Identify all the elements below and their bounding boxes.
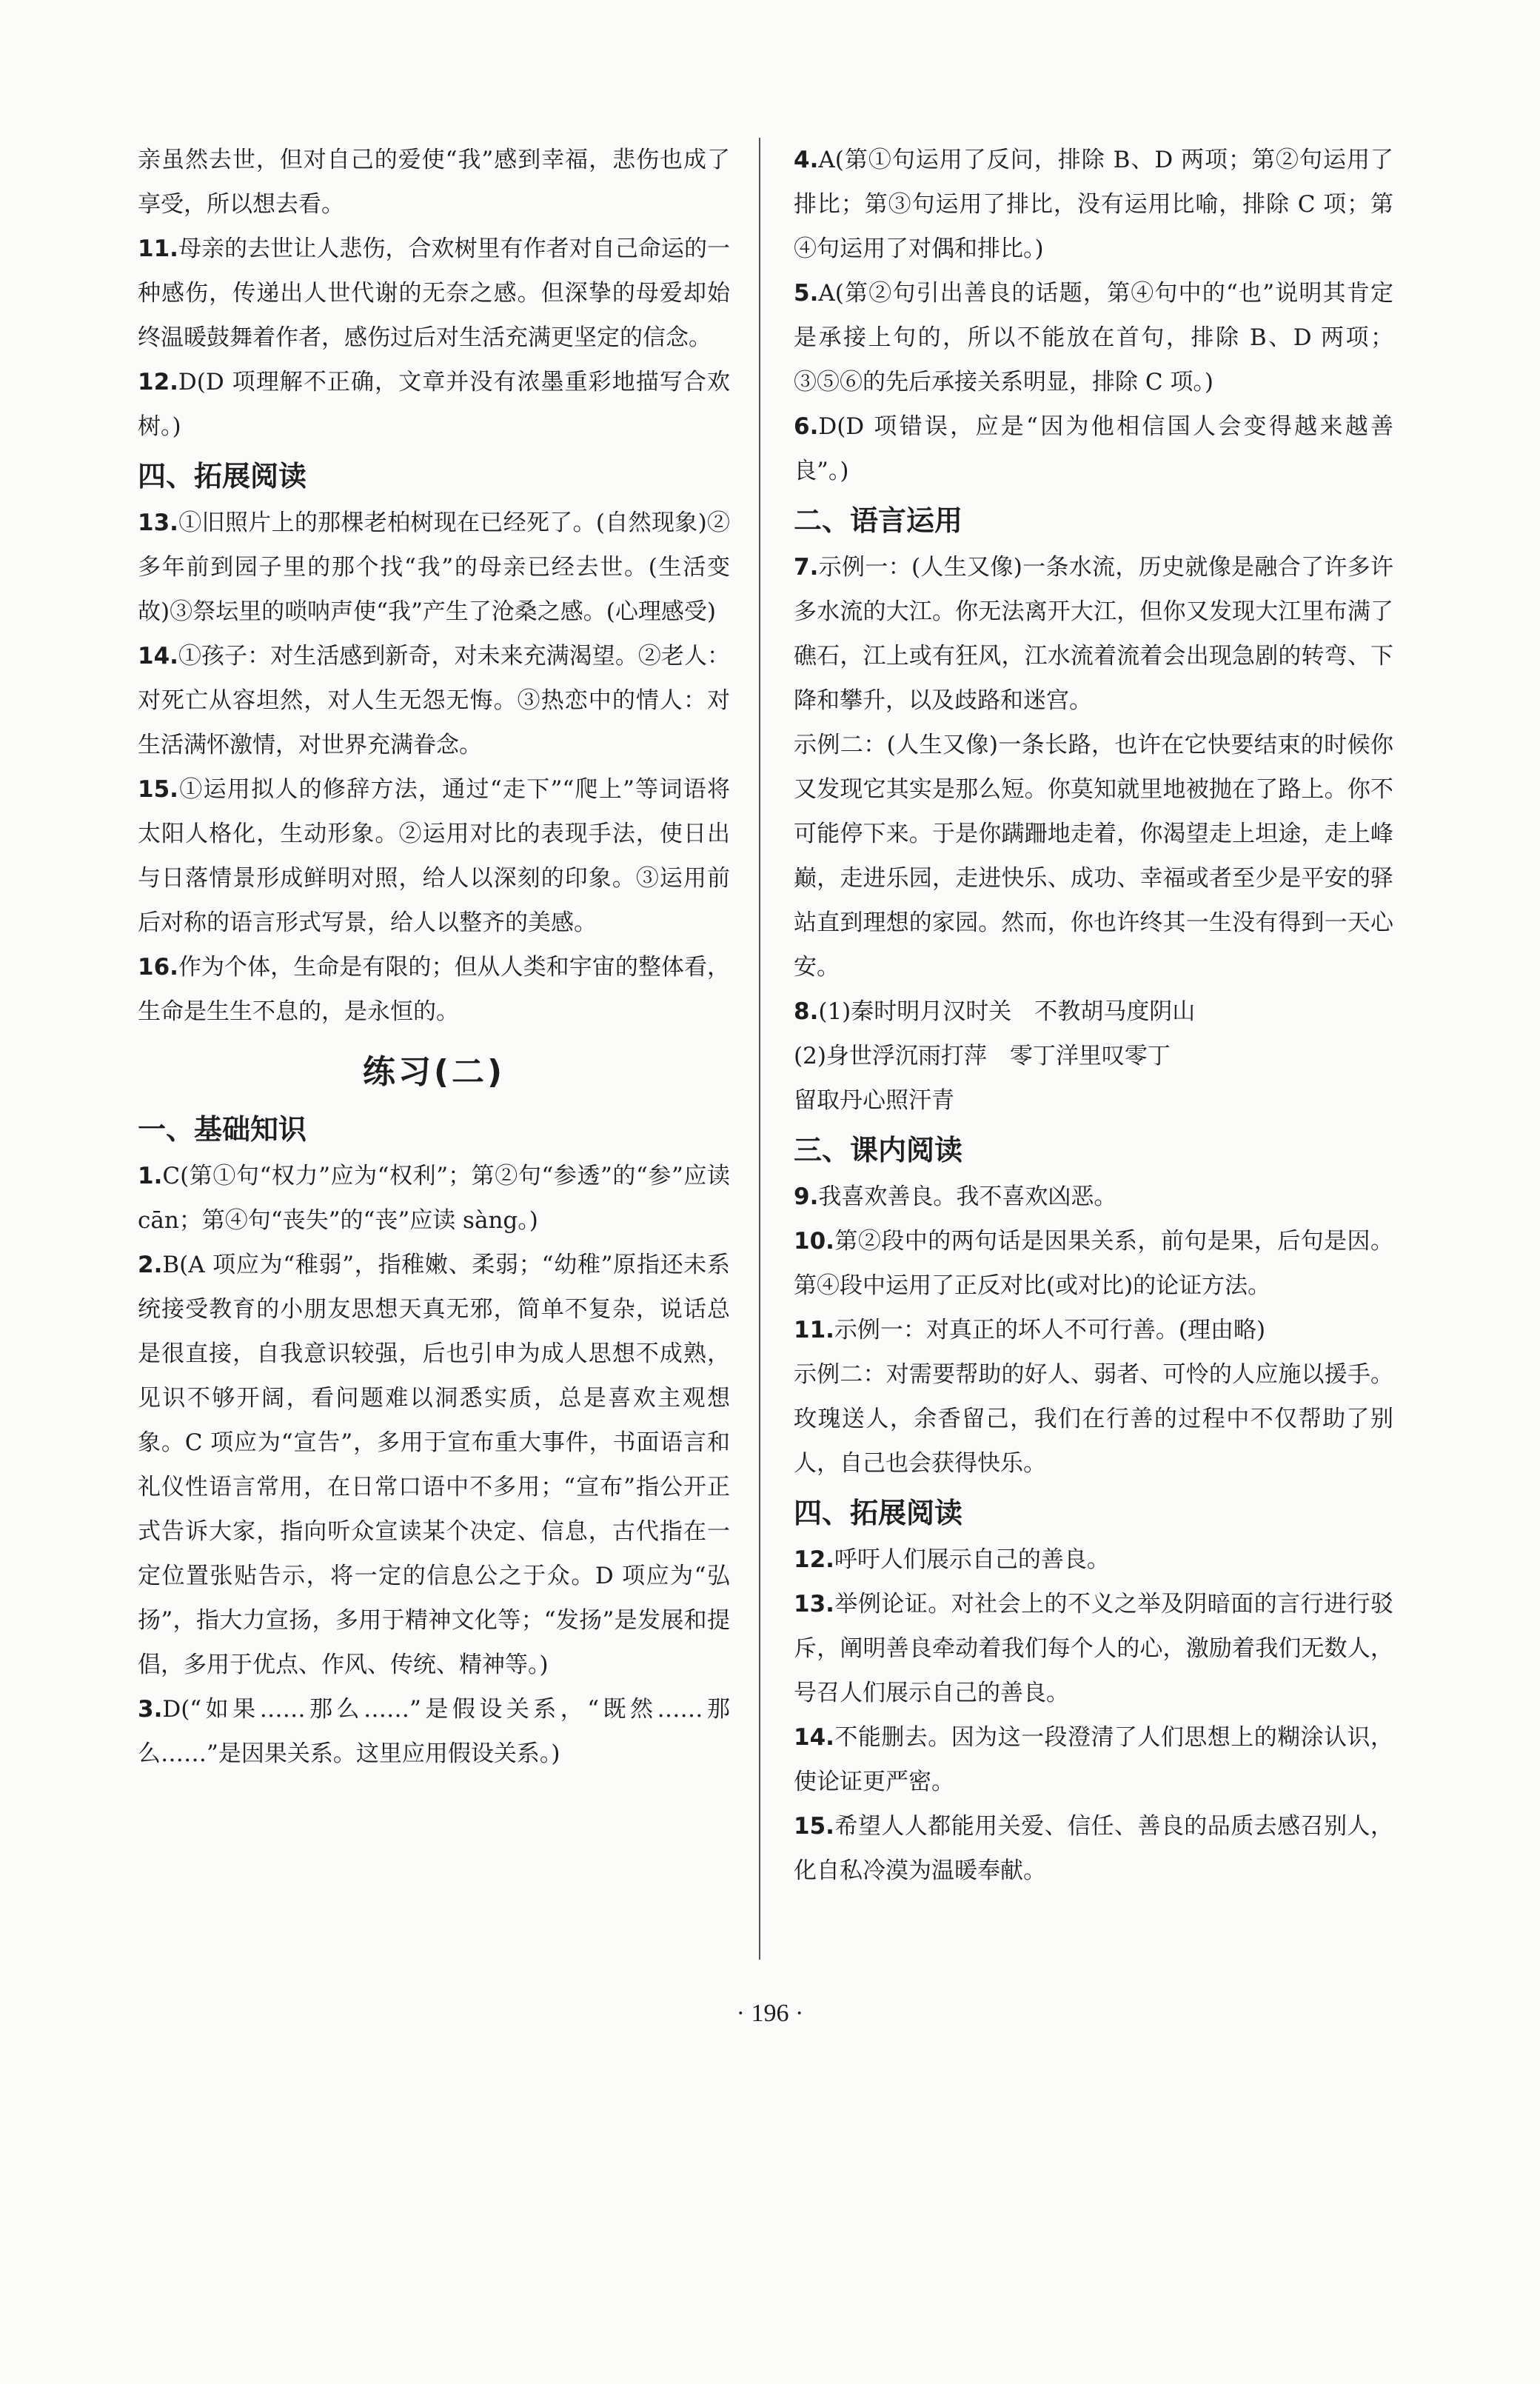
- question-number: 11.: [138, 236, 178, 262]
- answer-text: A(第①句运用了反问，排除 B、D 两项；第②句运用了排比；第③句运用了排比，没有运用比喻，排除 C 项；第④句运用了对偶和排比。): [794, 147, 1393, 262]
- answer-text: (2)身世浮沉雨打萍 零丁洋里叹零丁: [794, 1043, 1171, 1069]
- answer-text: 第②段中的两句话是因果关系，前句是果，后句是因。第④段中运用了正反对比(或对比)的论证方法。: [794, 1228, 1393, 1299]
- answer-paragraph: [794, 1308, 1393, 1352]
- answer-paragraph: [138, 1243, 730, 1687]
- section-heading: 二、语言运用: [794, 504, 963, 537]
- question-number: 5.: [794, 280, 819, 307]
- answer-text: ①运用拟人的修辞方法，通过“走下”“爬上”等词语将太阳人格化，生动形象。②运用对比的表现手法，使日出与日落情景形成鲜明对照，给人以深刻的印象。③运用前后对称的语言形式写景，给人以整齐的美感。: [138, 776, 730, 936]
- answer-text: 示例一：对真正的坏人不可行善。(理由略): [834, 1317, 1266, 1343]
- answer-paragraph: [138, 227, 730, 360]
- answer-paragraph: [794, 545, 1393, 723]
- answer-paragraph: [794, 1804, 1393, 1893]
- exercise-title: 练习(二): [362, 1053, 506, 1091]
- question-number: 12.: [138, 369, 178, 395]
- answer-text: 呼吁人们展示自己的善良。: [834, 1546, 1110, 1573]
- answer-paragraph: [794, 723, 1393, 989]
- answer-text: 我喜欢善良。我不喜欢凶恶。: [818, 1183, 1117, 1210]
- answer-text: (1)秦时明月汉时关 不教胡马度阴山: [818, 998, 1196, 1025]
- question-number: 6.: [794, 413, 819, 440]
- answer-text: 示例二：(人生又像)一条长路，也许在它快要结束的时候你又发现它其实是那么短。你莫知就里地被抛在了路上。你不可能停下来。于是你蹒跚地走着，你渴望走上坦途，走上峰巅，走进乐园，走进快乐、成功、幸福或者至少是平安的驿站直到理想的家园。然而，你也许终其一生没有得到一天心安。: [794, 732, 1393, 981]
- answer-paragraph: [794, 1034, 1393, 1078]
- column-divider: [759, 138, 760, 1960]
- answer-paragraph: [794, 1219, 1393, 1308]
- answer-paragraph: [138, 138, 730, 227]
- question-number: 14.: [794, 1724, 834, 1751]
- answer-text: 举例论证。对社会上的不义之举及阴暗面的言行进行驳斥，阐明善良牵动着我们每个人的心，激励着我们无数人，号召人们展示自己的善良。: [794, 1591, 1393, 1706]
- question-number: 12.: [794, 1546, 834, 1573]
- answer-text: 示例一：(人生又像)一条水流，历史就像是融合了许多许多水流的大江。你无法离开大江，但你又发现大江里布满了礁石，江上或有狂风，江水流着流着会出现急剧的转弯、下降和攀升，以及歧路和迷宫。: [794, 554, 1393, 714]
- question-number: 13.: [138, 510, 178, 536]
- question-number: 4.: [794, 147, 819, 173]
- answer-text: ①旧照片上的那棵老柏树现在已经死了。(自然现象)②多年前到园子里的那个找“我”的母亲已经去世。(生活变故)③祭坛里的唢呐声使“我”产生了沧桑之感。(心理感受): [138, 510, 730, 625]
- answer-paragraph: [138, 1154, 730, 1243]
- answer-text: D(D 项理解不正确，文章并没有浓墨重彩地描写合欢树。): [138, 369, 730, 440]
- answer-text: ①孩子：对生活感到新奇，对未来充满渴望。②老人：对死亡从容坦然，对人生无怨无悔。③热恋中的情人：对生活满怀激情，对世界充满眷念。: [138, 643, 730, 758]
- answer-text: A(第②句引出善良的话题，第④句中的“也”说明其肯定是承接上句的，所以不能放在首句，排除 B、D 两项；③⑤⑥的先后承接关系明显，排除 C 项。): [794, 280, 1393, 395]
- answer-text: 留取丹心照汗青: [794, 1087, 954, 1114]
- question-number: 15.: [138, 776, 178, 803]
- page-number: · 196 ·: [736, 2000, 804, 2027]
- question-number: 8.: [794, 998, 819, 1025]
- answer-paragraph: [794, 271, 1393, 404]
- question-number: 7.: [794, 554, 819, 581]
- answer-text: B(A 项应为“稚弱”，指稚嫩、柔弱；“幼稚”原指还未系统接受教育的小朋友思想天真无邪，简单不复杂，说话总是很直接，自我意识较强，后也引申为成人思想不成熟，见识不够开阔，看问题难以洞悉实质，总是喜欢主观想象。C 项应为“宣告”，多用于宣布重大事件，书面语言和礼仪性语言常用，在日常口语中不多用；“宣布”指公开正式告诉大家，指向听众宣读某个决定、信息，古代指在一定位置张贴告示，将一定的信息公之于众。D 项应为“弘扬”，指大力宣扬，多用于精神文化等；“发扬”是发展和提倡，多用于优点、作风、传统、精神等。): [138, 1252, 730, 1678]
- answer-text: 作为个体，生命是有限的；但从人类和宇宙的整体看，生命是生生不息的，是永恒的。: [138, 954, 730, 1025]
- answer-paragraph: [138, 501, 730, 634]
- question-number: 13.: [794, 1591, 834, 1617]
- question-number: 10.: [794, 1228, 834, 1255]
- answer-paragraph: [794, 1715, 1393, 1804]
- answer-text: D(D 项错误，应是“因为他相信国人会变得越来越善良”。): [794, 413, 1393, 484]
- answer-text: 亲虽然去世，但对自己的爱使“我”感到幸福，悲伤也成了享受，所以想去看。: [138, 147, 730, 218]
- section-heading: 一、基础知识: [138, 1113, 307, 1146]
- question-number: 1.: [138, 1163, 163, 1189]
- question-number: 2.: [138, 1252, 163, 1278]
- right-column: [794, 138, 1393, 1893]
- answer-paragraph: [794, 1582, 1393, 1715]
- question-number: 15.: [794, 1813, 834, 1840]
- section-heading: 四、拓展阅读: [138, 460, 307, 493]
- section-heading: 三、课内阅读: [794, 1134, 963, 1166]
- answer-paragraph: [794, 138, 1393, 271]
- question-number: 9.: [794, 1183, 819, 1210]
- answer-paragraph: [138, 945, 730, 1034]
- answer-paragraph: [794, 404, 1393, 493]
- answer-paragraph: [794, 1078, 1393, 1123]
- answer-text: 希望人人都能用关爱、信任、善良的品质去感召别人，化自私冷漠为温暖奉献。: [794, 1813, 1393, 1884]
- answer-paragraph: [138, 634, 730, 767]
- answer-paragraph: [138, 767, 730, 945]
- answer-text: 母亲的去世让人悲伤，合欢树里有作者对自己命运的一种感伤，传递出人世代谢的无奈之感。但深挚的母爱却始终温暖鼓舞着作者，感伤过后对生活充满更坚定的信念。: [138, 236, 730, 351]
- answer-text: 示例二：对需要帮助的好人、弱者、可怜的人应施以援手。玫瑰送人，余香留己，我们在行善的过程中不仅帮助了别人，自己也会获得快乐。: [794, 1361, 1393, 1477]
- answer-text: 不能删去。因为这一段澄清了人们思想上的糊涂认识，使论证更严密。: [794, 1724, 1393, 1795]
- answer-paragraph: [138, 360, 730, 449]
- answer-paragraph: [794, 1352, 1393, 1486]
- answer-paragraph: [794, 1175, 1393, 1219]
- question-number: 16.: [138, 954, 178, 981]
- answer-paragraph: [138, 1687, 730, 1776]
- question-number: 14.: [138, 643, 178, 670]
- section-heading: 四、拓展阅读: [794, 1497, 963, 1529]
- answer-text: D(“如果……那么……”是假设关系，“既然……那么……”是因果关系。这里应用假设关系。): [138, 1696, 730, 1767]
- question-number: 11.: [794, 1317, 834, 1343]
- answer-text: C(第①句“权力”应为“权利”；第②句“参透”的“参”应读 cān；第④句“丧失”的“丧”应读 sàng。): [138, 1163, 730, 1234]
- question-number: 3.: [138, 1696, 163, 1723]
- left-column: [138, 138, 730, 1776]
- answer-paragraph: [794, 1537, 1393, 1582]
- answer-paragraph: [794, 989, 1393, 1034]
